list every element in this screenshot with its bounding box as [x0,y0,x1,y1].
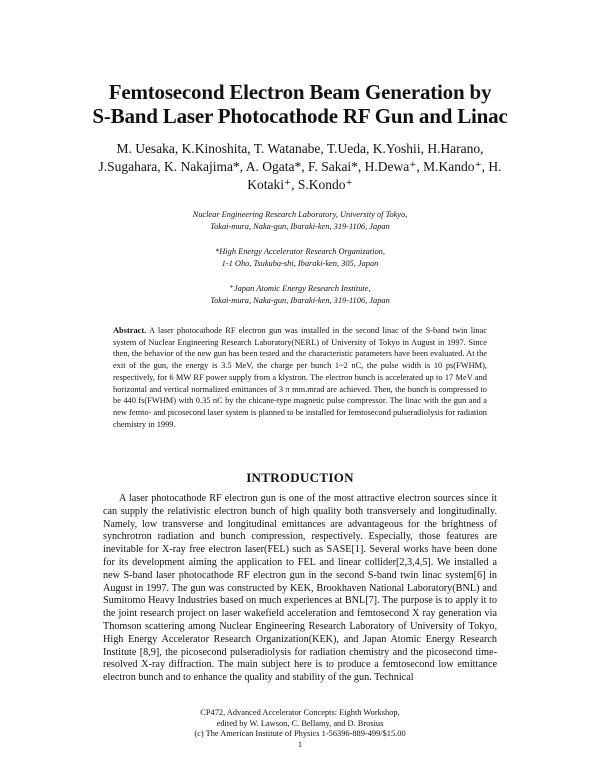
abstract-label: Abstract. [113,326,147,335]
paper-title-line-2: S-Band Laser Photocathode RF Gun and Linac [92,104,508,128]
affiliation-jaeri [120,283,480,306]
affiliation-nerl [120,209,480,232]
affiliation-line: Tokai-mura, Naka-gun, Ibaraki-ken, 319-1106, Japan [210,295,390,305]
affiliation-line: Nuclear Engineering Research Laboratory, University of Tokyo, [192,210,408,219]
abstract [113,325,487,430]
page-footer [0,708,600,751]
author-list: M. Uesaka, K.Kinoshita, T. Watanabe, T.Ueda, K.Yoshii, H.Harano, J.Sugahara, K. Nakajima*, A. Ogata*, F. Sakai*, H.Dewa⁺, M.Kando⁺, H. Kotaki⁺, S.Kondo⁺ [98,141,502,192]
page-number: 1 [297,740,303,750]
section-heading-introduction: INTRODUCTION [246,470,354,485]
footer-line: (c) The American Institute of Physics 1-56396-889-499/$15.00 [194,729,406,739]
abstract-text: A laser photocathode RF electron gun was installed in the second linac of the S-band twin linac system of Nuclear Engineering Research Laboratory(NERL) of University of Tokyo in August in 1997. Since then, the behavior of the new gun has been tested and the characteristic parameters have been evaluated. At the exit of the gun, the energy is 3.5 MeV, the charge per bunch 1~2 nC, the pulse width is 10 ps(FWHM), respectively, for 6 MW RF power supply from a klystron. The electron bunch is accelerated up to 17 MeV and horizontal and vertical normalized emittances of 3 π mm.mrad are achieved. Then, the bunch is compressed to be 440 fs(FWHM) with 0.35 nC by the chicane-type magnetic pulse compressor. The linac with the gun and a new femto- and picosecond laser system is planned to be installed for femtosecond pulseradiolysis for radiation chemistry in 1999. [113,326,487,429]
affiliation-line: 1-1 Oho, Tsukuba-shi, Ibaraki-ken, 305, Japan [221,258,379,268]
footer-line: CP472, Advanced Accelerator Concepts: Eighth Workshop, [200,708,400,717]
affiliation-kek [120,246,480,269]
introduction-paragraph: A laser photocathode RF electron gun is one of the most attractive electron sources since it can supply the relativistic electron bunch of high quality both transversely and longitudinally. Namely, low transverse and longitudinal emittances are advantageous for the brightness of synchrotron radiation and bunch compression, respectively. Especially, those features are inevitable for X-ray free electron laser(FEL) such as SASE[1]. Several works have been done for its development aiming the application to FEL and linear collider[2,3,4,5]. We installed a new S-band laser photocathode RF electron gun in the second S-band twin linac system[6] in August in 1997. The gun was constructed by KEK, Brookhaven National Laboratory(BNL) and Sumitomo Heavy Industries based on much experiences at BNL[7]. The purpose is to apply it to the joint research project on laser wakefield acceleration and femtosecond X ray generation via Thomson scattering among Nuclear Engineering Research Laboratory of University of Tokyo, High Energy Accelerator Research Organization(KEK), and Japan Atomic Energy Research Institute [8,9], the picosecond pulseradiolysis for radiation chemistry and the picosecond time-resolved X-ray diffraction. The main subject here is to produce a femtosecond low emittance electron bunch and to enhance the quality and stability of the gun. Technical [103,493,497,684]
footer-line: edited by W. Lawson, C. Bellamy, and D. Brosius [216,718,384,728]
paper-title-line-1: Femtosecond Electron Beam Generation by [108,80,492,104]
affiliation-line: *High Energy Accelerator Research Organization, [215,247,385,256]
affiliation-line: Tokai-mura, Naka-gun, Ibaraki-ken, 319-1106, Japan [210,221,390,231]
affiliation-line: ⁺Japan Atomic Energy Research Institute, [229,284,371,293]
